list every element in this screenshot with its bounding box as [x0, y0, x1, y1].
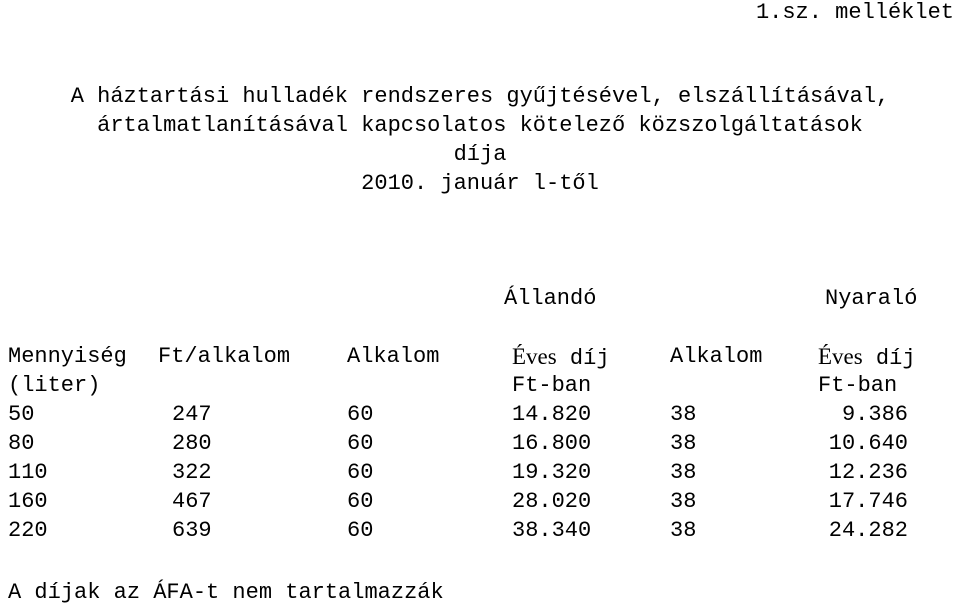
header-eves-dij-allando [512, 344, 610, 372]
header-eves-word: Éves [512, 344, 557, 369]
cell-eves-dij-nyaralo: 12.236 [828, 460, 908, 485]
title-line-3: díja [453, 142, 507, 167]
cell-ft-alkalom: 467 [172, 489, 212, 514]
header-eves-dij-nyaralo [818, 344, 916, 372]
title-line-4: 2010. január l-től [361, 171, 599, 196]
cell-alkalom-allando: 60 [347, 402, 374, 427]
header-dij-word: díj [556, 346, 610, 371]
annex-label: 1.sz. melléklet [755, 0, 954, 25]
group-header-nyaralo: Nyaraló [825, 286, 918, 311]
cell-alkalom-allando: 60 [347, 518, 374, 543]
title-line-1: A háztartási hulladék rendszeres gyűjtésével, elszállításával, [70, 84, 890, 109]
header-eves-word: Éves [818, 344, 863, 369]
cell-alkalom-allando: 60 [347, 489, 374, 514]
cell-mennyiseg: 220 [8, 518, 48, 543]
header-ftban-nyaralo: Ft-ban [818, 373, 898, 398]
cell-mennyiseg: 110 [8, 460, 48, 485]
cell-ft-alkalom: 280 [172, 431, 212, 456]
cell-alkalom-nyaralo: 38 [670, 402, 697, 427]
cell-eves-dij-allando: 28.020 [512, 489, 592, 514]
cell-eves-dij-nyaralo: 9.386 [841, 402, 908, 427]
cell-eves-dij-allando: 16.800 [512, 431, 592, 456]
header-ft-alkalom: Ft/alkalom [158, 344, 291, 369]
cell-eves-dij-nyaralo: 24.282 [828, 518, 908, 543]
title-line-2: ártalmatlanításával kapcsolatos kötelező közszolgáltatások [97, 113, 863, 138]
footer-note: A díjak az ÁFA-t nem tartalmazzák [8, 580, 444, 605]
cell-mennyiseg: 160 [8, 489, 48, 514]
cell-alkalom-nyaralo: 38 [670, 489, 697, 514]
header-alkalom-nyaralo: Alkalom [670, 344, 763, 369]
header-liter: (liter) [8, 373, 101, 398]
cell-eves-dij-allando: 38.340 [512, 518, 592, 543]
cell-eves-dij-allando: 19.320 [512, 460, 592, 485]
cell-ft-alkalom: 322 [172, 460, 212, 485]
cell-ft-alkalom: 247 [172, 402, 212, 427]
group-header-allando: Állandó [504, 286, 597, 311]
cell-ft-alkalom: 639 [172, 518, 212, 543]
cell-alkalom-allando: 60 [347, 431, 374, 456]
cell-alkalom-nyaralo: 38 [670, 460, 697, 485]
header-dij-word: díj [862, 346, 916, 371]
cell-eves-dij-nyaralo: 10.640 [828, 431, 908, 456]
header-mennyiseg: Mennyiség [8, 344, 127, 369]
cell-alkalom-nyaralo: 38 [670, 518, 697, 543]
cell-alkalom-allando: 60 [347, 460, 374, 485]
cell-eves-dij-nyaralo: 17.746 [828, 489, 908, 514]
cell-alkalom-nyaralo: 38 [670, 431, 697, 456]
cell-eves-dij-allando: 14.820 [512, 402, 592, 427]
cell-mennyiseg: 80 [8, 431, 35, 456]
header-ftban-allando: Ft-ban [512, 373, 592, 398]
cell-mennyiseg: 50 [8, 402, 35, 427]
header-alkalom-allando: Alkalom [347, 344, 440, 369]
